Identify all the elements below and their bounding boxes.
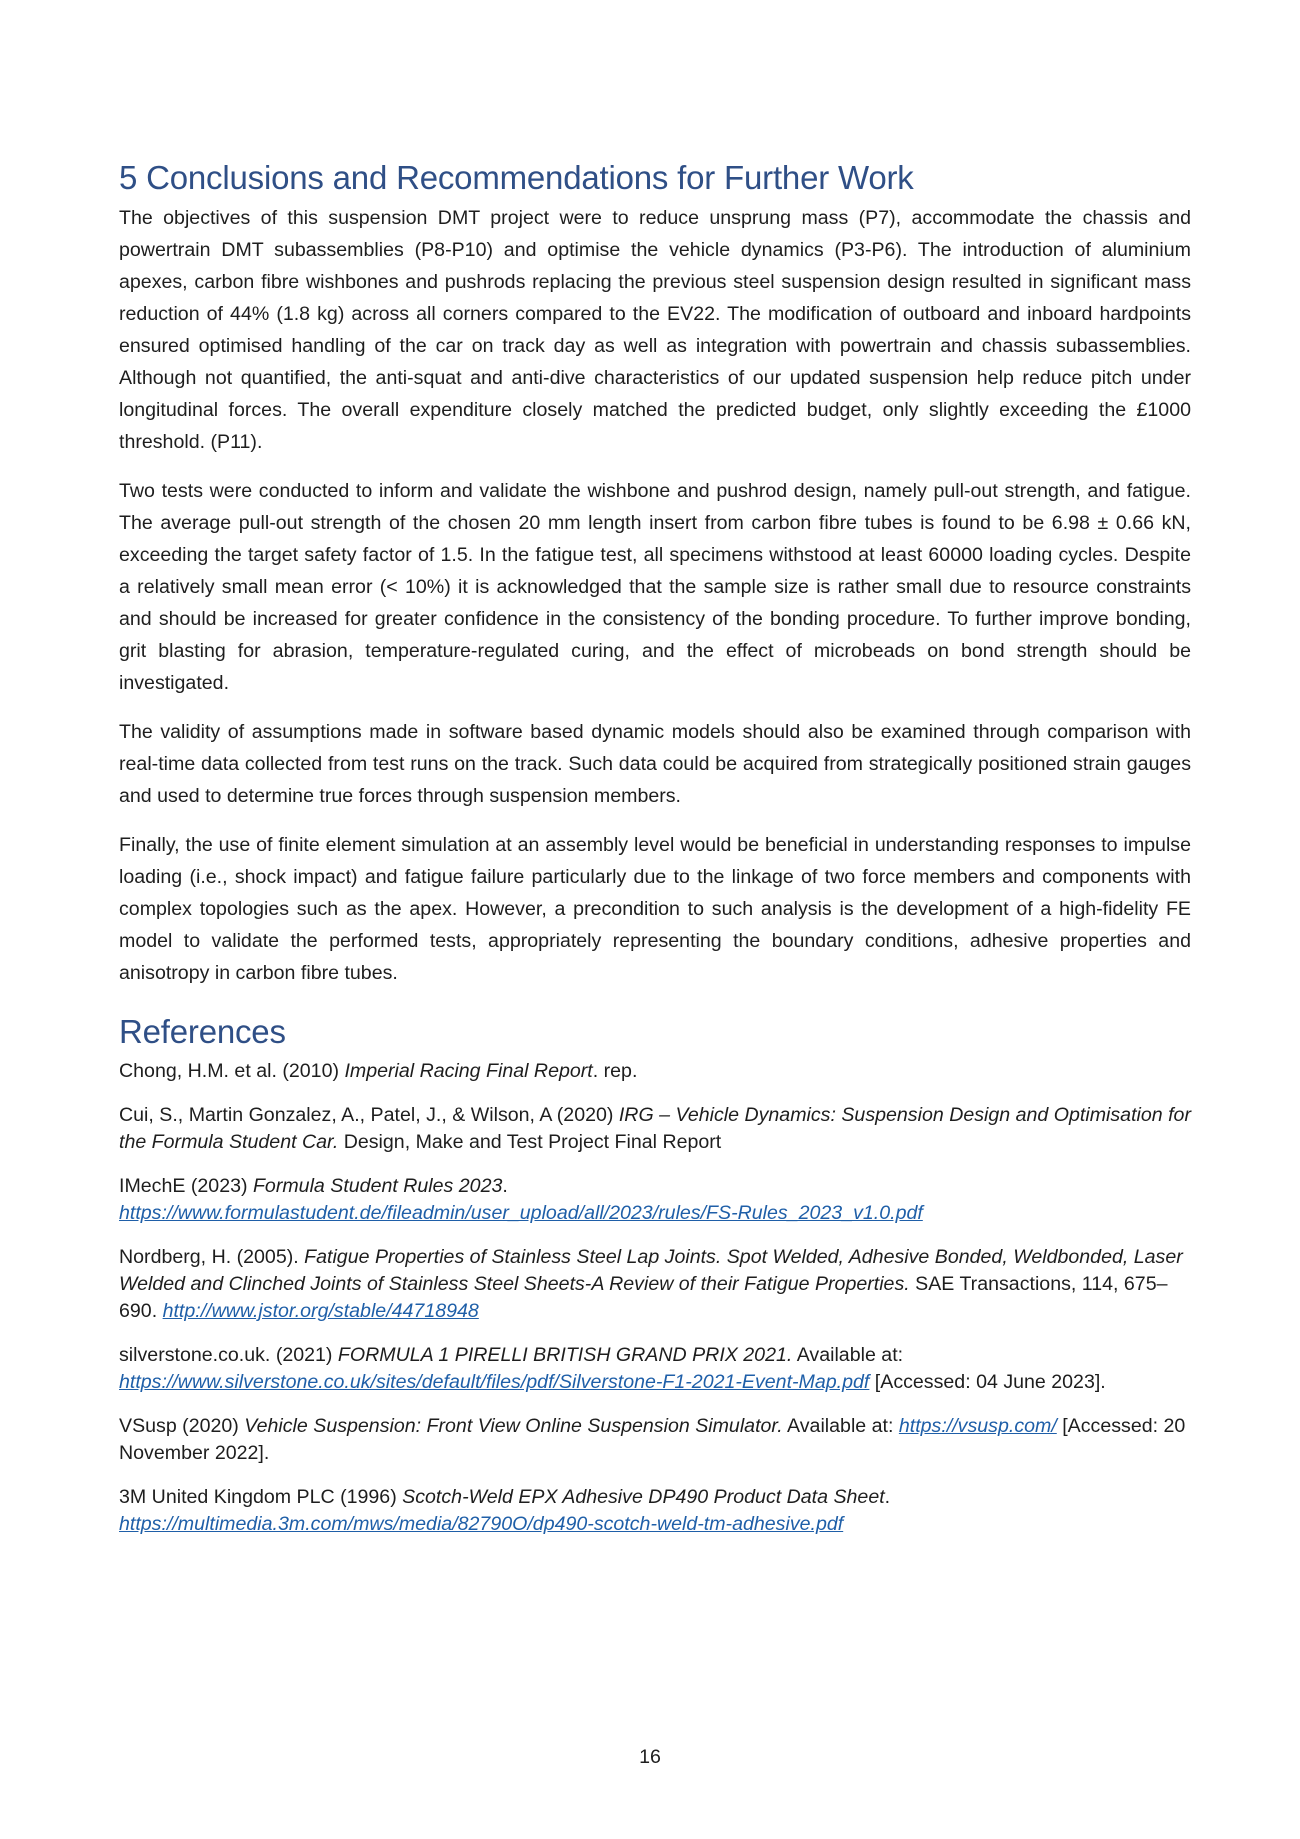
reference-text: SAE Transactions, 114, 675–690. (119, 1273, 1168, 1322)
paragraph-fe-simulation: Finally, the use of finite element simulation at an assembly level would be beneficial in understanding responses to impulse loading (i.e., shock impact) and fatigue failure particularly due to the linkage of two force members and components with complex topologies such as the apex. However, a precondition to such analysis is the development of a high-fidelity FE model to validate the performed tests, appropriately representing the boundary conditions, adhesive properties and anisotropy in carbon fibre tubes. (119, 834, 1191, 984)
reference-item (119, 1102, 1191, 1156)
reference-link[interactable]: https://www.formulastudent.de/fileadmin/user_upload/all/2023/rules/FS-Rules_2023_v1.0.pdf (119, 1202, 923, 1224)
reference-text: Cui, S., Martin Gonzalez, A., Patel, J., & Wilson, A (2020) (119, 1104, 619, 1126)
reference-link[interactable]: https://multimedia.3m.com/mws/media/82790O/dp490-scotch-weld-tm-adhesive.pdf (119, 1513, 844, 1535)
reference-title: Fatigue Properties of Stainless Steel Lap Joints. Spot Welded, Adhesive Bonded, Weldbonded, Laser Welded and Clinched Joints of Stainless Steel Sheets-A Review of their Fatigue Properties. (119, 1246, 1183, 1295)
reference-link[interactable]: https://vsusp.com/ (898, 1415, 1057, 1437)
reference-item (119, 1244, 1191, 1325)
reference-title: Vehicle Suspension: Front View Online Suspension Simulator. (244, 1415, 783, 1437)
reference-item (119, 1173, 1191, 1227)
reference-text: Available at: (782, 1415, 899, 1437)
reference-item (119, 1058, 1191, 1085)
reference-title: FORMULA 1 PIRELLI BRITISH GRAND PRIX 2021. (337, 1344, 793, 1366)
paragraph-objectives: The objectives of this suspension DMT project were to reduce unsprung mass (P7), accommodate the chassis and powertrain DMT subassemblies (P8-P10) and optimise the vehicle dynamics (P3-P6). The introduction of aluminium apexes, carbon fibre wishbones and pushrods replacing the previous steel suspension design resulted in significant mass reduction of 44% (1.8 kg) across all corners compared to the EV22. The modification of outboard and inboard hardpoints ensured optimised handling of the car on track day as well as integration with powertrain and chassis subassemblies. Although not quantified, the anti-squat and anti-dive characteristics of our updated suspension help reduce pitch under longitudinal forces. The overall expenditure closely matched the predicted budget, only slightly exceeding the £1000 threshold. (P11). (119, 207, 1191, 453)
reference-item (119, 1484, 1191, 1538)
reference-text: Design, Make and Test Project Final Report (338, 1131, 722, 1153)
reference-text: Available at: (792, 1344, 904, 1366)
paragraph-tests: Two tests were conducted to inform and validate the wishbone and pushrod design, namely pull-out strength, and fatigue. The average pull-out strength of the chosen 20 mm length insert from carbon fibre tubes is found to be 6.98 ± 0.66 kN, exceeding the target safety factor of 1.5. In the fatigue test, all specimens withstood at least 60000 loading cycles. Despite a relatively small mean error (< 10%) it is acknowledged that the sample size is rather small due to resource constraints and should be increased for greater confidence in the consistency of the bonding procedure. To further improve bonding, grit blasting for abrasion, temperature-regulated curing, and the effect of microbeads on bond strength should be investigated. (119, 480, 1191, 694)
reference-item (119, 1342, 1191, 1396)
section-title: 5 Conclusions and Recommendations for Further Work (119, 159, 914, 196)
reference-text: VSusp (2020) (119, 1415, 245, 1437)
paragraph-validation: The validity of assumptions made in software based dynamic models should also be examined through comparison with real-time data collected from test runs on the track. Such data could be acquired from strategically positioned strain gauges and used to determine true forces through suspension members. (119, 721, 1191, 807)
references-title: References (119, 1013, 286, 1050)
page-number: 16 (639, 1746, 661, 1768)
reference-title: Scotch-Weld EPX Adhesive DP490 Product Data Sheet (402, 1486, 885, 1508)
reference-item (119, 1413, 1191, 1467)
reference-text: . (502, 1175, 508, 1197)
reference-title: IRG – Vehicle Dynamics: Suspension Design and Optimisation for the Formula Student Car. (119, 1104, 1191, 1153)
reference-text: . rep. (592, 1060, 638, 1082)
reference-accessed: [Accessed: 20 November 2022]. (119, 1415, 1186, 1464)
reference-text: silverstone.co.uk. (2021) (119, 1344, 338, 1366)
reference-text: IMechE (2023) (119, 1175, 253, 1197)
reference-text: 3M United Kingdom PLC (1996) (119, 1486, 403, 1508)
reference-title: Imperial Racing Final Report (344, 1060, 593, 1082)
reference-text: Nordberg, H. (2005). (119, 1246, 305, 1268)
reference-link[interactable]: http://www.jstor.org/stable/44718948 (162, 1300, 479, 1322)
document-page (119, 158, 1191, 1555)
reference-text: . (884, 1486, 891, 1508)
reference-title: Formula Student Rules 2023 (252, 1175, 503, 1197)
reference-text: Chong, H.M. et al. (2010) (119, 1060, 345, 1082)
reference-link[interactable]: https://www.silverstone.co.uk/sites/default/files/pdf/Silverstone-F1-2021-Event-Map.pdf (119, 1371, 870, 1393)
reference-accessed: [Accessed: 04 June 2023]. (869, 1371, 1106, 1393)
